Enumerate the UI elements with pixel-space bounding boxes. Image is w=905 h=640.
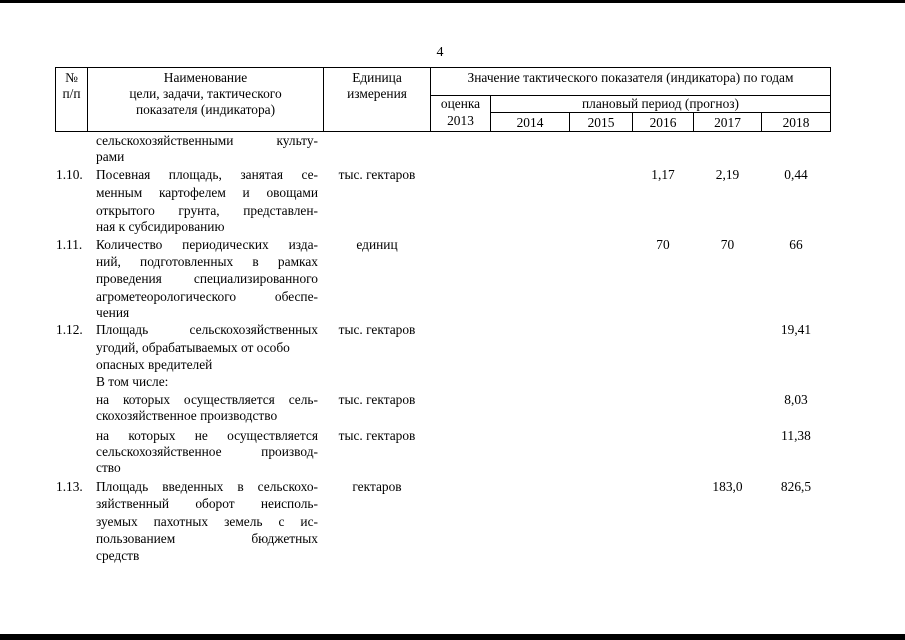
row-text-line: ство xyxy=(96,460,121,475)
row-text-line: зяйственный оборот неисполь- xyxy=(96,496,318,511)
row-text-line: чения xyxy=(96,305,130,320)
row-text-line: Площадь введенных в сельскохо- xyxy=(96,479,318,494)
row-unit: единиц xyxy=(356,237,398,252)
header-num-line1: № xyxy=(65,70,78,85)
header-values: Значение тактического показателя (индикатора) по годам xyxy=(467,70,794,85)
header-name-line2: цели, задачи, тактического xyxy=(129,86,282,101)
row-text-line: зуемых пахотных земель с ис- xyxy=(96,514,318,529)
value-2018: 0,44 xyxy=(784,167,808,182)
scan-bottom-edge xyxy=(0,634,905,640)
value-2017: 183,0 xyxy=(712,479,743,494)
year-2018: 2018 xyxy=(782,115,810,130)
row-text-line: опасных вредителей xyxy=(96,357,213,372)
row-text-line: открытого грунта, представлен- xyxy=(96,203,318,218)
row-text-line: Посевная площадь, занятая се- xyxy=(96,167,318,182)
header-plan-period: плановый период (прогноз) xyxy=(581,96,740,111)
row-number: 1.13. xyxy=(56,479,83,494)
row-text-line: сельскохозяйственное производ- xyxy=(96,444,318,459)
scan-top-edge xyxy=(0,0,905,3)
year-2013: 2013 xyxy=(447,113,474,128)
row-text-line: скохозяйственное производство xyxy=(96,408,278,423)
row-number: 1.12. xyxy=(56,322,83,337)
value-2018: 826,5 xyxy=(780,479,812,494)
value-2018: 19,41 xyxy=(780,322,812,337)
value-2018: 66 xyxy=(789,237,803,252)
page-number: 4 xyxy=(436,45,444,60)
value-2018: 11,38 xyxy=(781,428,811,443)
row-number: 1.10. xyxy=(56,167,83,182)
year-2015: 2015 xyxy=(587,115,615,130)
row-unit: тыс. гектаров xyxy=(338,322,416,337)
header-name-line1: Наименование xyxy=(163,70,248,85)
row-unit: тыс. гектаров xyxy=(338,392,416,407)
value-2016: 70 xyxy=(656,237,670,252)
row-text-line: сельскохозяйственными культу- xyxy=(96,133,318,148)
row-text-line: Количество периодических изда- xyxy=(96,237,318,252)
row-text-line: Площадь сельскохозяйственных xyxy=(96,322,318,337)
header-unit-line1: Единица xyxy=(352,70,402,85)
row-text-line: угодий, обрабатываемых от особо xyxy=(96,340,290,355)
row-text-line: на которых осуществляется сель- xyxy=(96,392,318,407)
row-text-line: агрометеорологического обеспе- xyxy=(96,289,318,304)
row-unit: тыс. гектаров xyxy=(338,428,416,443)
header-unit-line2: измерения xyxy=(347,86,407,101)
row-unit: гектаров xyxy=(352,479,402,494)
row-text-line: на которых не осуществляется xyxy=(96,428,318,443)
value-2018: 8,03 xyxy=(784,392,808,407)
value-2017: 70 xyxy=(720,237,735,252)
row-text-line: средств xyxy=(96,548,140,563)
row-text-line: менным картофелем и овощами xyxy=(96,185,318,200)
row-unit: тыс. гектаров xyxy=(338,167,416,182)
header-num-line2: п/п xyxy=(62,86,81,101)
row-text-line: В том числе: xyxy=(96,374,169,389)
value-2017: 2,19 xyxy=(715,167,740,182)
row-text-line: ний, подготовленных в рамках xyxy=(96,254,318,269)
row-number: 1.11. xyxy=(56,237,83,252)
value-2016: 1,17 xyxy=(651,167,675,182)
row-text-line: пользованием бюджетных xyxy=(96,531,318,546)
row-text-line: проведения специализированного xyxy=(96,271,318,286)
row-text-line: рами xyxy=(96,149,125,164)
header-estimate: оценка xyxy=(440,96,481,111)
year-2017: 2017 xyxy=(714,115,741,130)
header-name-line3: показателя (индикатора) xyxy=(135,102,276,117)
year-2014: 2014 xyxy=(516,115,544,130)
row-text-line: ная к субсидированию xyxy=(96,219,225,234)
year-2016: 2016 xyxy=(649,115,677,130)
